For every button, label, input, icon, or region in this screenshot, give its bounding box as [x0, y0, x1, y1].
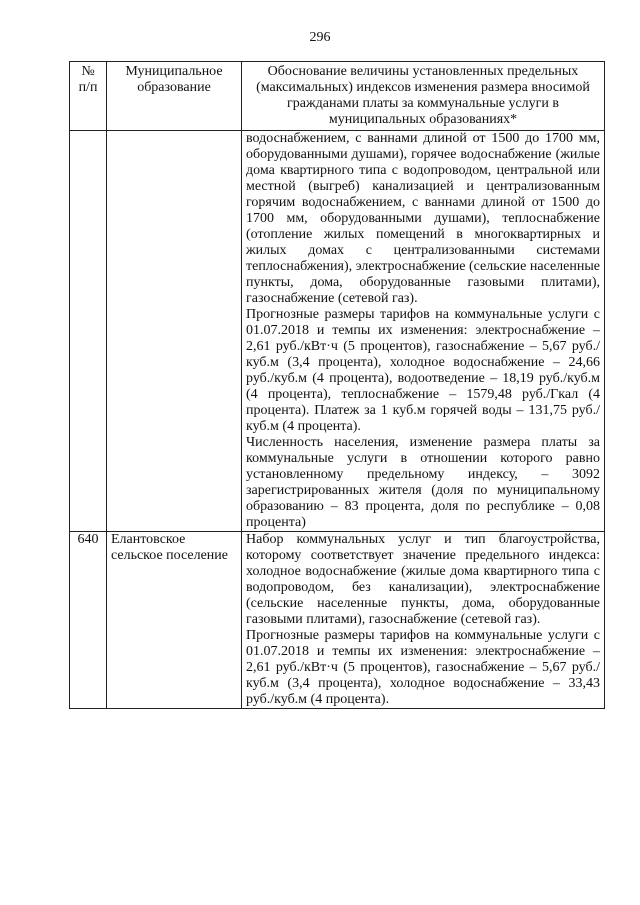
table-row	[70, 131, 605, 532]
header-municipality: Муниципальное образование	[107, 62, 242, 131]
row-justification	[242, 131, 605, 532]
header-row	[70, 62, 605, 131]
table-header	[70, 62, 605, 131]
paragraph: Численность населения, изменение размера платы за коммунальные услуги в отношении которого равно установленному предельному индексу, – 3092 зарегистрированных жителя (доля по муниципальному образованию – 83 процента, доля по республике – 0,08 процента)	[246, 435, 600, 530]
row-municipality: Елантовское сельское поселение	[107, 532, 242, 709]
table-row	[70, 532, 605, 709]
header-justification: Обоснование величины установленных предельных (максимальных) индексов изменения размера вносимой гражданами платы за коммунальные услуги в муниципальных образованиях*	[242, 62, 605, 131]
paragraph: Прогнозные размеры тарифов на коммунальные услуги с 01.07.2018 и темпы их изменения: электроснабжение – 2,61 руб./кВт·ч (5 процентов), газоснабжение – 5,67 руб./куб.м (3,4 процента), холодное водоснабжение – 33,43 руб./куб.м (4 процента).	[246, 628, 600, 707]
tariff-table	[69, 61, 605, 709]
paragraph: водоснабжением, с ваннами длиной от 1500 до 1700 мм, оборудованными душами), горячее водоснабжение (жилые дома квартирного типа с водопроводом, центральной или местной (выгреб) канализацией и централизованным горячим водоснабжением, с ваннами длиной от 1500 до 1700 мм, оборудованными душами), теплоснабжение (отопление жилых помещений в многоквартирных и жилых домах с централизованными системами теплоснабжения), электроснабжение (сельские населенные пункты, дома, оборудованные газовыми плитами), газоснабжение (сетевой газ).	[246, 131, 600, 306]
paragraph: Набор коммунальных услуг и тип благоустройства, которому соответствует значение предельного индекса: холодное водоснабжение (жилые дома квартирного типа с водопроводом, без канализации), электроснабжение (сельские населенные пункты, дома, оборудованные газовыми плитами), газоснабжение (сетевой газ).	[246, 532, 600, 627]
header-number: № п/п	[70, 62, 107, 131]
page-number: 296	[309, 30, 331, 45]
row-municipality	[107, 131, 242, 532]
paragraph: Прогнозные размеры тарифов на коммунальные услуги с 01.07.2018 и темпы их изменения: электроснабжение – 2,61 руб./кВт·ч (5 процентов), газоснабжение – 5,67 руб./куб.м (3,4 процента), холодное водоснабжение – 24,66 руб./куб.м (4 процента), водоотведение – 18,19 руб./куб.м (4 процента), теплоснабжение – 1579,48 руб./Гкал (4 процента). Платеж за 1 куб.м горячей воды – 131,75 руб./куб.м (4 процента).	[246, 307, 600, 434]
row-number	[70, 131, 107, 532]
row-number: 640	[70, 532, 107, 709]
row-justification	[242, 532, 605, 709]
